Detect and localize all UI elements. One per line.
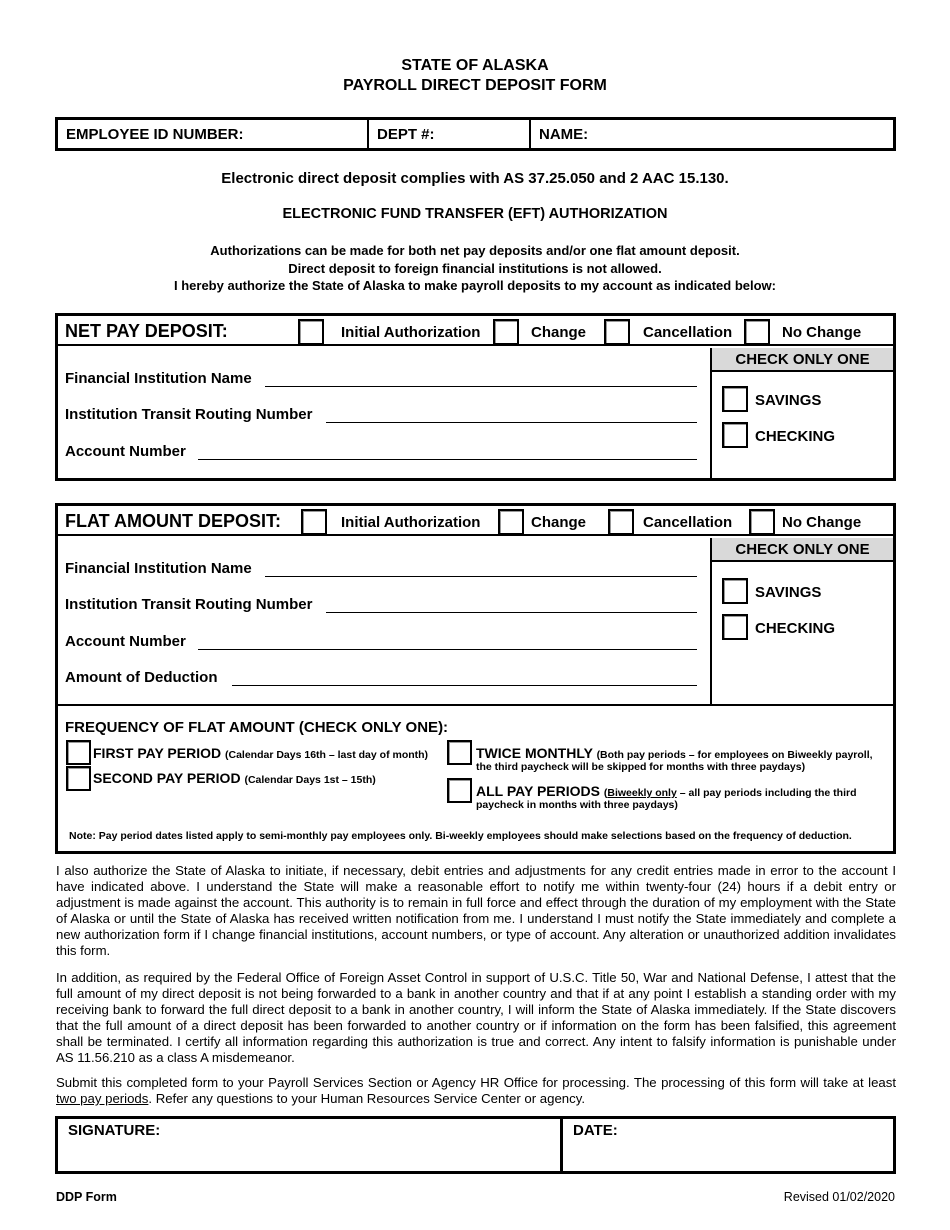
dept-label: DEPT #: bbox=[377, 125, 435, 143]
net-pay-initial-label: Initial Authorization bbox=[341, 324, 481, 341]
all-pay-periods-checkbox[interactable] bbox=[447, 778, 472, 803]
flat-amount-title: FLAT AMOUNT DEPOSIT: bbox=[65, 511, 281, 531]
twice-monthly-label: TWICE MONTHLY bbox=[476, 745, 593, 761]
flat-deduction-input[interactable] bbox=[232, 685, 697, 686]
flat-deduction-label: Amount of Deduction bbox=[65, 669, 218, 686]
net-pay-cancellation-checkbox[interactable] bbox=[604, 319, 630, 345]
net-pay-check-only-one: CHECK ONLY ONE bbox=[712, 348, 893, 372]
twice-monthly-checkbox[interactable] bbox=[447, 740, 472, 765]
net-pay-savings-label: SAVINGS bbox=[755, 392, 822, 409]
flat-checking-checkbox[interactable] bbox=[722, 614, 748, 640]
second-pay-period-text bbox=[93, 771, 376, 787]
twice-monthly-detail: (Both pay periods – for employees on Biweekly payroll, bbox=[596, 749, 873, 761]
net-pay-account-type-panel bbox=[710, 348, 893, 478]
first-pay-period-checkbox[interactable] bbox=[66, 740, 91, 765]
first-pay-period-detail: (Calendar Days 16th – last day of month) bbox=[225, 749, 429, 761]
all-pay-periods-label: ALL PAY PERIODS bbox=[476, 783, 600, 799]
form-code: DDP Form bbox=[56, 1190, 117, 1204]
flat-routing-label: Institution Transit Routing Number bbox=[65, 596, 313, 613]
net-pay-savings-checkbox[interactable] bbox=[722, 386, 748, 412]
flat-institution-input[interactable] bbox=[265, 576, 697, 577]
frequency-note: Note: Pay period dates listed apply to semi-monthly pay employees only. Bi-weekly employees should make selections based on the frequency of deduction. bbox=[69, 830, 852, 842]
form-title-state: STATE OF ALASKA bbox=[401, 57, 549, 74]
flat-nochange-label: No Change bbox=[782, 514, 862, 531]
net-pay-nochange-checkbox[interactable] bbox=[744, 319, 770, 345]
signature-row bbox=[55, 1116, 896, 1174]
first-pay-period-text bbox=[93, 746, 428, 762]
name-label: NAME: bbox=[539, 125, 589, 143]
flat-nochange-checkbox[interactable] bbox=[749, 509, 775, 535]
net-pay-institution-input[interactable] bbox=[265, 386, 697, 387]
frequency-title: FREQUENCY OF FLAT AMOUNT (CHECK ONLY ONE): bbox=[65, 719, 449, 736]
frequency-divider bbox=[58, 704, 893, 706]
first-pay-period-label: FIRST PAY PERIOD bbox=[93, 745, 222, 761]
flat-checking-label: CHECKING bbox=[755, 620, 836, 637]
flat-initial-checkbox[interactable] bbox=[301, 509, 327, 535]
second-pay-period-checkbox[interactable] bbox=[66, 766, 91, 791]
all-pay-periods-detail-2: paycheck in months with three paydays) bbox=[476, 799, 678, 811]
submission-paragraph bbox=[56, 1075, 896, 1107]
dept-field[interactable] bbox=[369, 120, 531, 148]
intro-line-1: Authorizations can be made for both net pay deposits and/or one flat amount deposit. bbox=[210, 243, 740, 258]
flat-institution-label: Financial Institution Name bbox=[65, 560, 252, 577]
form-title: PAYROLL DIRECT DEPOSIT FORM bbox=[343, 77, 607, 94]
net-pay-account-label: Account Number bbox=[65, 443, 186, 460]
net-pay-checking-checkbox[interactable] bbox=[722, 422, 748, 448]
flat-account-input[interactable] bbox=[198, 649, 697, 650]
flat-account-label: Account Number bbox=[65, 633, 186, 650]
twice-monthly-text bbox=[476, 746, 873, 762]
submission-text-1: Submit this completed form to your Payroll Services Section or Agency HR Office for processing. The processing of this form will take at least bbox=[56, 1075, 896, 1090]
flat-change-checkbox[interactable] bbox=[498, 509, 524, 535]
all-pay-periods-text bbox=[476, 784, 857, 800]
intro-line-2: Direct deposit to foreign financial institutions is not allowed. bbox=[288, 261, 662, 276]
flat-savings-label: SAVINGS bbox=[755, 584, 822, 601]
net-pay-cancellation-label: Cancellation bbox=[643, 324, 733, 341]
eft-title: ELECTRONIC FUND TRANSFER (EFT) AUTHORIZATION bbox=[282, 206, 668, 222]
flat-check-only-one: CHECK ONLY ONE bbox=[712, 538, 893, 562]
second-pay-period-detail: (Calendar Days 1st – 15th) bbox=[244, 774, 376, 786]
name-field[interactable] bbox=[531, 120, 893, 148]
net-pay-institution-label: Financial Institution Name bbox=[65, 370, 252, 387]
date-label: DATE: bbox=[573, 1122, 618, 1139]
ofac-paragraph: In addition, as required by the Federal Office of Foreign Asset Control in support of U.S.C. Title 50, War and National Defense, I attest that the full amount of my direct deposit is not being forwarded to a bank in another country and that if at any point I establish a standing order with my receiving bank to forward the full direct deposit to a bank in another country, I will inform the State of Alaska immediately. If the State discovers that the full amount of a direct deposit has been forwarded to another country or if information on the form has been falsified, this agreement shall be terminated. I certify all information regarding this authorization is true and correct. Any intent to falsify information is punishable under AS 11.56.210 as a class A misdemeanor. bbox=[56, 970, 896, 1065]
all-pay-periods-biweekly: Biweekly only bbox=[607, 787, 677, 799]
compliance-statement: Electronic direct deposit complies with AS 37.25.050 and 2 AAC 15.130. bbox=[221, 170, 729, 187]
flat-amount-section bbox=[55, 503, 896, 854]
flat-account-type-panel bbox=[710, 538, 893, 704]
net-pay-routing-label: Institution Transit Routing Number bbox=[65, 406, 313, 423]
all-pay-periods-detail-open: ( bbox=[603, 787, 608, 799]
net-pay-account-input[interactable] bbox=[198, 459, 697, 460]
net-pay-checking-label: CHECKING bbox=[755, 428, 836, 445]
flat-amount-header bbox=[58, 506, 893, 536]
submission-text-2: . Refer any questions to your Human Resources Service Center or agency. bbox=[148, 1091, 585, 1106]
net-pay-change-label: Change bbox=[531, 324, 587, 341]
flat-savings-checkbox[interactable] bbox=[722, 578, 748, 604]
employee-id-field[interactable] bbox=[58, 120, 369, 148]
flat-initial-label: Initial Authorization bbox=[341, 514, 481, 531]
signature-field[interactable] bbox=[58, 1119, 563, 1171]
date-field[interactable] bbox=[563, 1119, 893, 1171]
flat-change-label: Change bbox=[531, 514, 587, 531]
signature-label: SIGNATURE: bbox=[68, 1122, 161, 1139]
net-pay-nochange-label: No Change bbox=[782, 324, 862, 341]
flat-routing-input[interactable] bbox=[326, 612, 697, 613]
two-pay-periods: two pay periods bbox=[56, 1091, 149, 1106]
employee-info-row bbox=[55, 117, 896, 151]
flat-cancellation-checkbox[interactable] bbox=[608, 509, 634, 535]
intro-line-3: I hereby authorize the State of Alaska to make payroll deposits to my account as indicated below: bbox=[174, 278, 776, 293]
twice-monthly-detail-2: the third paycheck will be skipped for months with three paydays) bbox=[476, 761, 806, 773]
second-pay-period-label: SECOND PAY PERIOD bbox=[93, 770, 241, 786]
net-pay-change-checkbox[interactable] bbox=[493, 319, 519, 345]
authorization-paragraph: I also authorize the State of Alaska to initiate, if necessary, debit entries and adjustments for any credit entries made in error to the account I have indicated above. I understand the State will make a reasonable effort to notify me within twenty-four (24) hours if a debit entry or adjustment is made against the account. This authority is to remain in full force and effect through the duration of my employment with the State of Alaska or until the State of Alaska has received written notification from me. I understand I must notify the State immediately and complete a new authorization form if I change financial institutions, account numbers, or type of account. Any alteration or unauthorized addition invalidates this form. bbox=[56, 863, 896, 958]
net-pay-initial-checkbox[interactable] bbox=[298, 319, 324, 345]
revision-date: Revised 01/02/2020 bbox=[783, 1190, 895, 1204]
all-pay-periods-detail: – all pay periods including the third bbox=[676, 787, 857, 799]
employee-id-label: EMPLOYEE ID NUMBER: bbox=[66, 125, 244, 143]
net-pay-section bbox=[55, 313, 896, 481]
net-pay-routing-input[interactable] bbox=[326, 422, 697, 423]
net-pay-title: NET PAY DEPOSIT: bbox=[65, 321, 228, 341]
flat-cancellation-label: Cancellation bbox=[643, 514, 733, 531]
net-pay-header bbox=[58, 316, 893, 346]
